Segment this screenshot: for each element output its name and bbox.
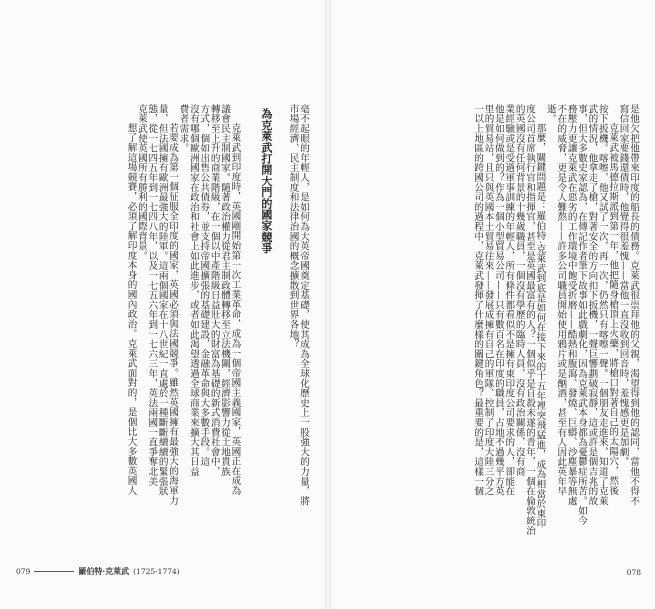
text-column: 方式，個如出售公共債券，並支持帝國擴張的基礎建設，金融革命與大多數手段。這 (198, 104, 210, 467)
text-column: 度公司首席執行官和指揮官，甚至是英國最富有的人？一個似乎是自殺未遂的青年，一個在倫敦統治 (524, 104, 536, 536)
running-dates: (1725-1774) (133, 567, 180, 576)
text-column: 武的情況，他拿走了槍，對著安全的方向扣下扳機，一聲巨響劃破寂靜，這或許是個吉兆的故 (586, 104, 598, 506)
footer-rule (34, 571, 74, 572)
text-column: 業經驗或是受過軍事訓練的年輕人，所有條件都看似不是擁有東印度公司要求的人，卻能在 (503, 104, 515, 496)
right-page (328, 0, 655, 609)
text-column: 逝。 (544, 104, 556, 124)
text-column: 費者需求。 (177, 104, 189, 153)
text-column (277, 104, 287, 508)
text-column: 事，但大多數史家認為，在傳記作者筆下故事如此戲劇化，因為克萊武本身都為憂鬱症所苦。如今 (576, 104, 588, 526)
text-column: 那麼，關鍵問題是：羅伯特·克萊武到底是如何在接下來的十五年裡突飛猛進，成為相當於東印 (534, 123, 546, 529)
text-column: 毫不起眼的年輕人，是如何為大英帝國奠定基礎，使其成為全球化歷史上一股強大的力量，將 (298, 104, 309, 506)
book-gutter (325, 0, 331, 609)
text-column: 沒有哪個歐洲國家在政治和社會上如此進步，或者如此渴望透過全球商業來擴大其日益 (187, 104, 199, 477)
text-column: 按下扳機。喀嚓，他又試了一次，再一次，仍然只有喀嚓一聲。一個朋友走進來，知道了克萊 (596, 104, 608, 506)
text-column: 的英國沒有任何背景的十幾歲職員，一個沒有學歷的臨時人員，沒有政治關係，沒有商 (513, 104, 525, 477)
right-text-block (344, 104, 639, 536)
text-column: 若要成為第一個征服全印度的國家，英國必須與法國競爭。雖然英國擁有最強大的海軍力 (167, 123, 179, 506)
right-footer (627, 568, 641, 577)
text-column: 里的貿易站，且只與英國本土貿易往來——發展成擁有自己的軍隊、控制了印度大陸三分之 (482, 104, 494, 496)
text-column: 想了解這場競賽，必須了解印度本身的國內政治。克萊武面對的，是個比大多數英國人 (125, 123, 137, 496)
text-column: 市場經濟、民主制度和法律治國的概念擴散到世界各地？ (287, 104, 299, 349)
left-text-block (20, 104, 308, 508)
text-column: 克萊武被馬德拉斯派到第一年，他把隨身槍頂上火藥，將槍口對著自己的太陽穴，然後 (607, 123, 619, 496)
text-column (239, 104, 249, 508)
text-column: 務壓力更讓克萊武在惡劣的工作環境中飽受折磨——酷熱和腹瀉、發燒、巨蟒、沙塵暴等無處 (565, 104, 577, 506)
left-page-number: 079 (16, 567, 31, 576)
text-column: 量，但法國擁有歐洲最強大的陸軍。這兩個國家在十八世紀一直處於一種斷斷續續的緊張狀 (156, 104, 168, 496)
text-column: 轉移至上升的商業階級，在一個以中產階級日益壯大的財富為基礎的新式消費社會中， (208, 104, 220, 477)
section-heading: 為克萊武打開大門的國家競爭 (259, 108, 273, 254)
left-footer (16, 566, 180, 577)
running-title: 羅伯特·克萊武 (78, 566, 130, 576)
text-column: 寫信回家要錢還債時，他覺得很羞愧——當他一直沒收到回音時，羞愧感更是加劇。 (617, 104, 629, 467)
text-column: 議會民主制國家。隨著政治權力從君主制政體轉移至立法機關，經濟影響力從土地貴族 (219, 104, 231, 477)
text-column: 是他欠把他帶來印度的船長的債務。克萊武很崇拜他的父親，渴望得到他的認同，當他不得不 (628, 104, 639, 506)
text-column: 克萊武到印度時，英國剛開始第一次工業革命，成為一個帝國主義國家，英國正在成為 (229, 123, 241, 496)
text-column: 態，從一七四五年到一七四八年，以及一七五六年到一七六三年，英法兩國一直爭奪北美 (146, 104, 158, 487)
right-page-number: 078 (626, 568, 641, 577)
text-column: 不在的威脅，更是令人難熬——許多公司職員開始使用鴉片或是酗酒，甚至有人因此英年早 (555, 104, 567, 496)
text-column: 他是如何做到的？作為一個小型貿易公司——只有數百名在印度的職員，占地不過幾平方英 (492, 104, 504, 496)
text-column: 克萊武使英國所有勝利的國際背景。 (135, 104, 147, 261)
text-column: 一以上地區的跨國公司的過程中，克萊武發揮了什麼樣的關鍵角色？最重要的是，這樣一個 (472, 104, 484, 496)
